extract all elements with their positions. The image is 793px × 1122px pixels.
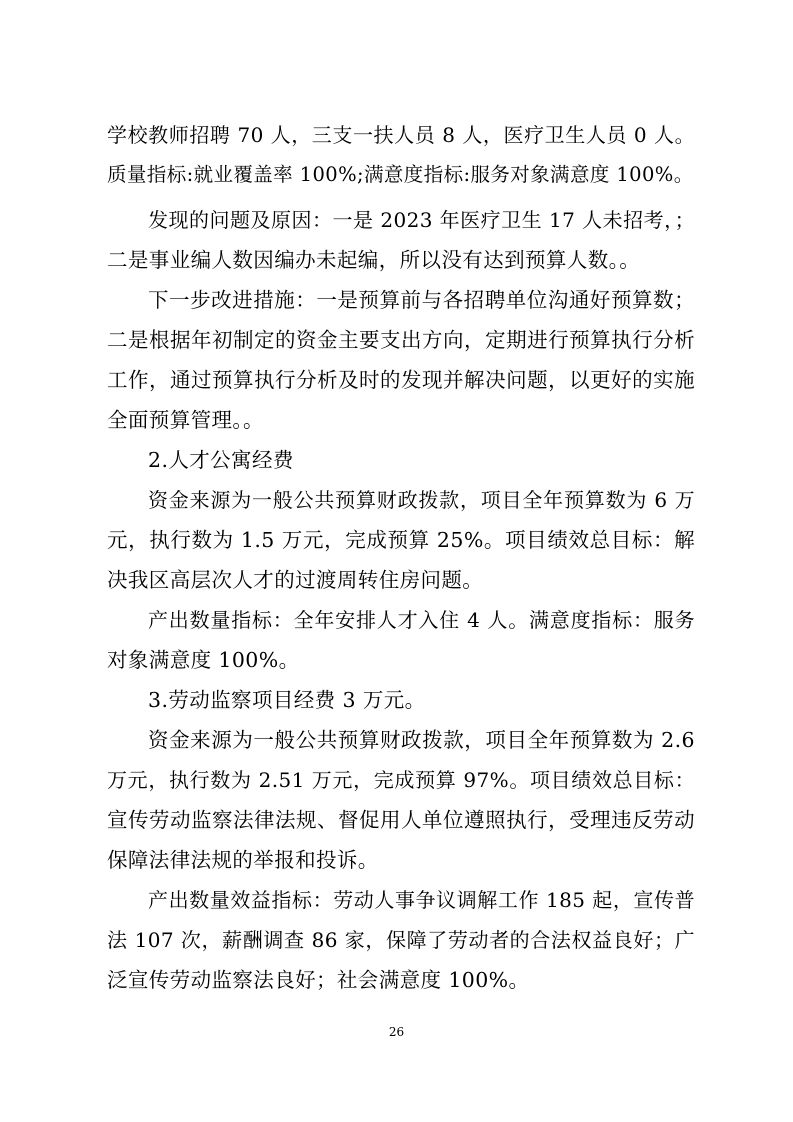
body-text-line: 产出数量指标：全年安排人才入住 4 人。满意度指标：服务 [148,608,695,632]
body-text-line: 保障法律法规的举报和投诉。 [107,848,379,872]
body-text-line: 发现的问题及原因：一是 2023 年医疗卫生 17 人未招考，； [148,208,695,232]
body-text-line: 资金来源为一般公共预算财政拨款，项目全年预算数为 2.6 [148,728,695,752]
body-text-line: 泛宣传劳动监察法良好；社会满意度 100%。 [107,968,530,992]
body-text-line: 二是根据年初制定的资金主要支出方向，定期进行预算执行分析 [107,328,695,352]
body-text-line: 元，执行数为 1.5 万元，完成预算 25%。项目绩效总目标：解 [107,528,695,552]
section-heading: 2.人才公寓经费 [148,448,294,472]
body-text-line: 产出数量效益指标：劳动人事争议调解工作 185 起，宣传普 [148,888,695,912]
body-text-line: 质量指标:就业覆盖率 100%;满意度指标:服务对象满意度 100%。 [107,163,694,186]
section-heading: 3.劳动监察项目经费 3 万元。 [148,688,426,712]
body-text-line: 下一步改进措施：一是预算前与各招聘单位沟通好预算数； [148,288,695,312]
page-number: 26 [388,1025,405,1039]
body-text-line: 万元，执行数为 2.51 万元，完成预算 97%。项目绩效总目标： [107,768,695,792]
body-text-line: 全面预算管理。。 [107,408,264,432]
body-text-line: 决我区高层次人才的过渡周转住房问题。 [107,568,484,592]
body-text-line: 工作，通过预算执行分析及时的发现并解决问题，以更好的实施 [107,368,695,392]
body-text-line: 对象满意度 100%。 [107,648,300,672]
body-text-line: 资金来源为一般公共预算财政拨款，项目全年预算数为 6 万 [148,488,695,512]
body-text-line: 法 107 次，薪酬调查 86 家，保障了劳动者的合法权益良好；广 [107,928,695,952]
body-text-line: 宣传劳动监察法律法规、督促用人单位遵照执行，受理违反劳动 [107,808,695,832]
body-text-line: 学校教师招聘 70 人，三支一扶人员 8 人，医疗卫生人员 0 人。 [107,123,695,147]
body-text-line: 二是事业编人数因编办未起编，所以没有达到预算人数。。 [107,248,641,272]
